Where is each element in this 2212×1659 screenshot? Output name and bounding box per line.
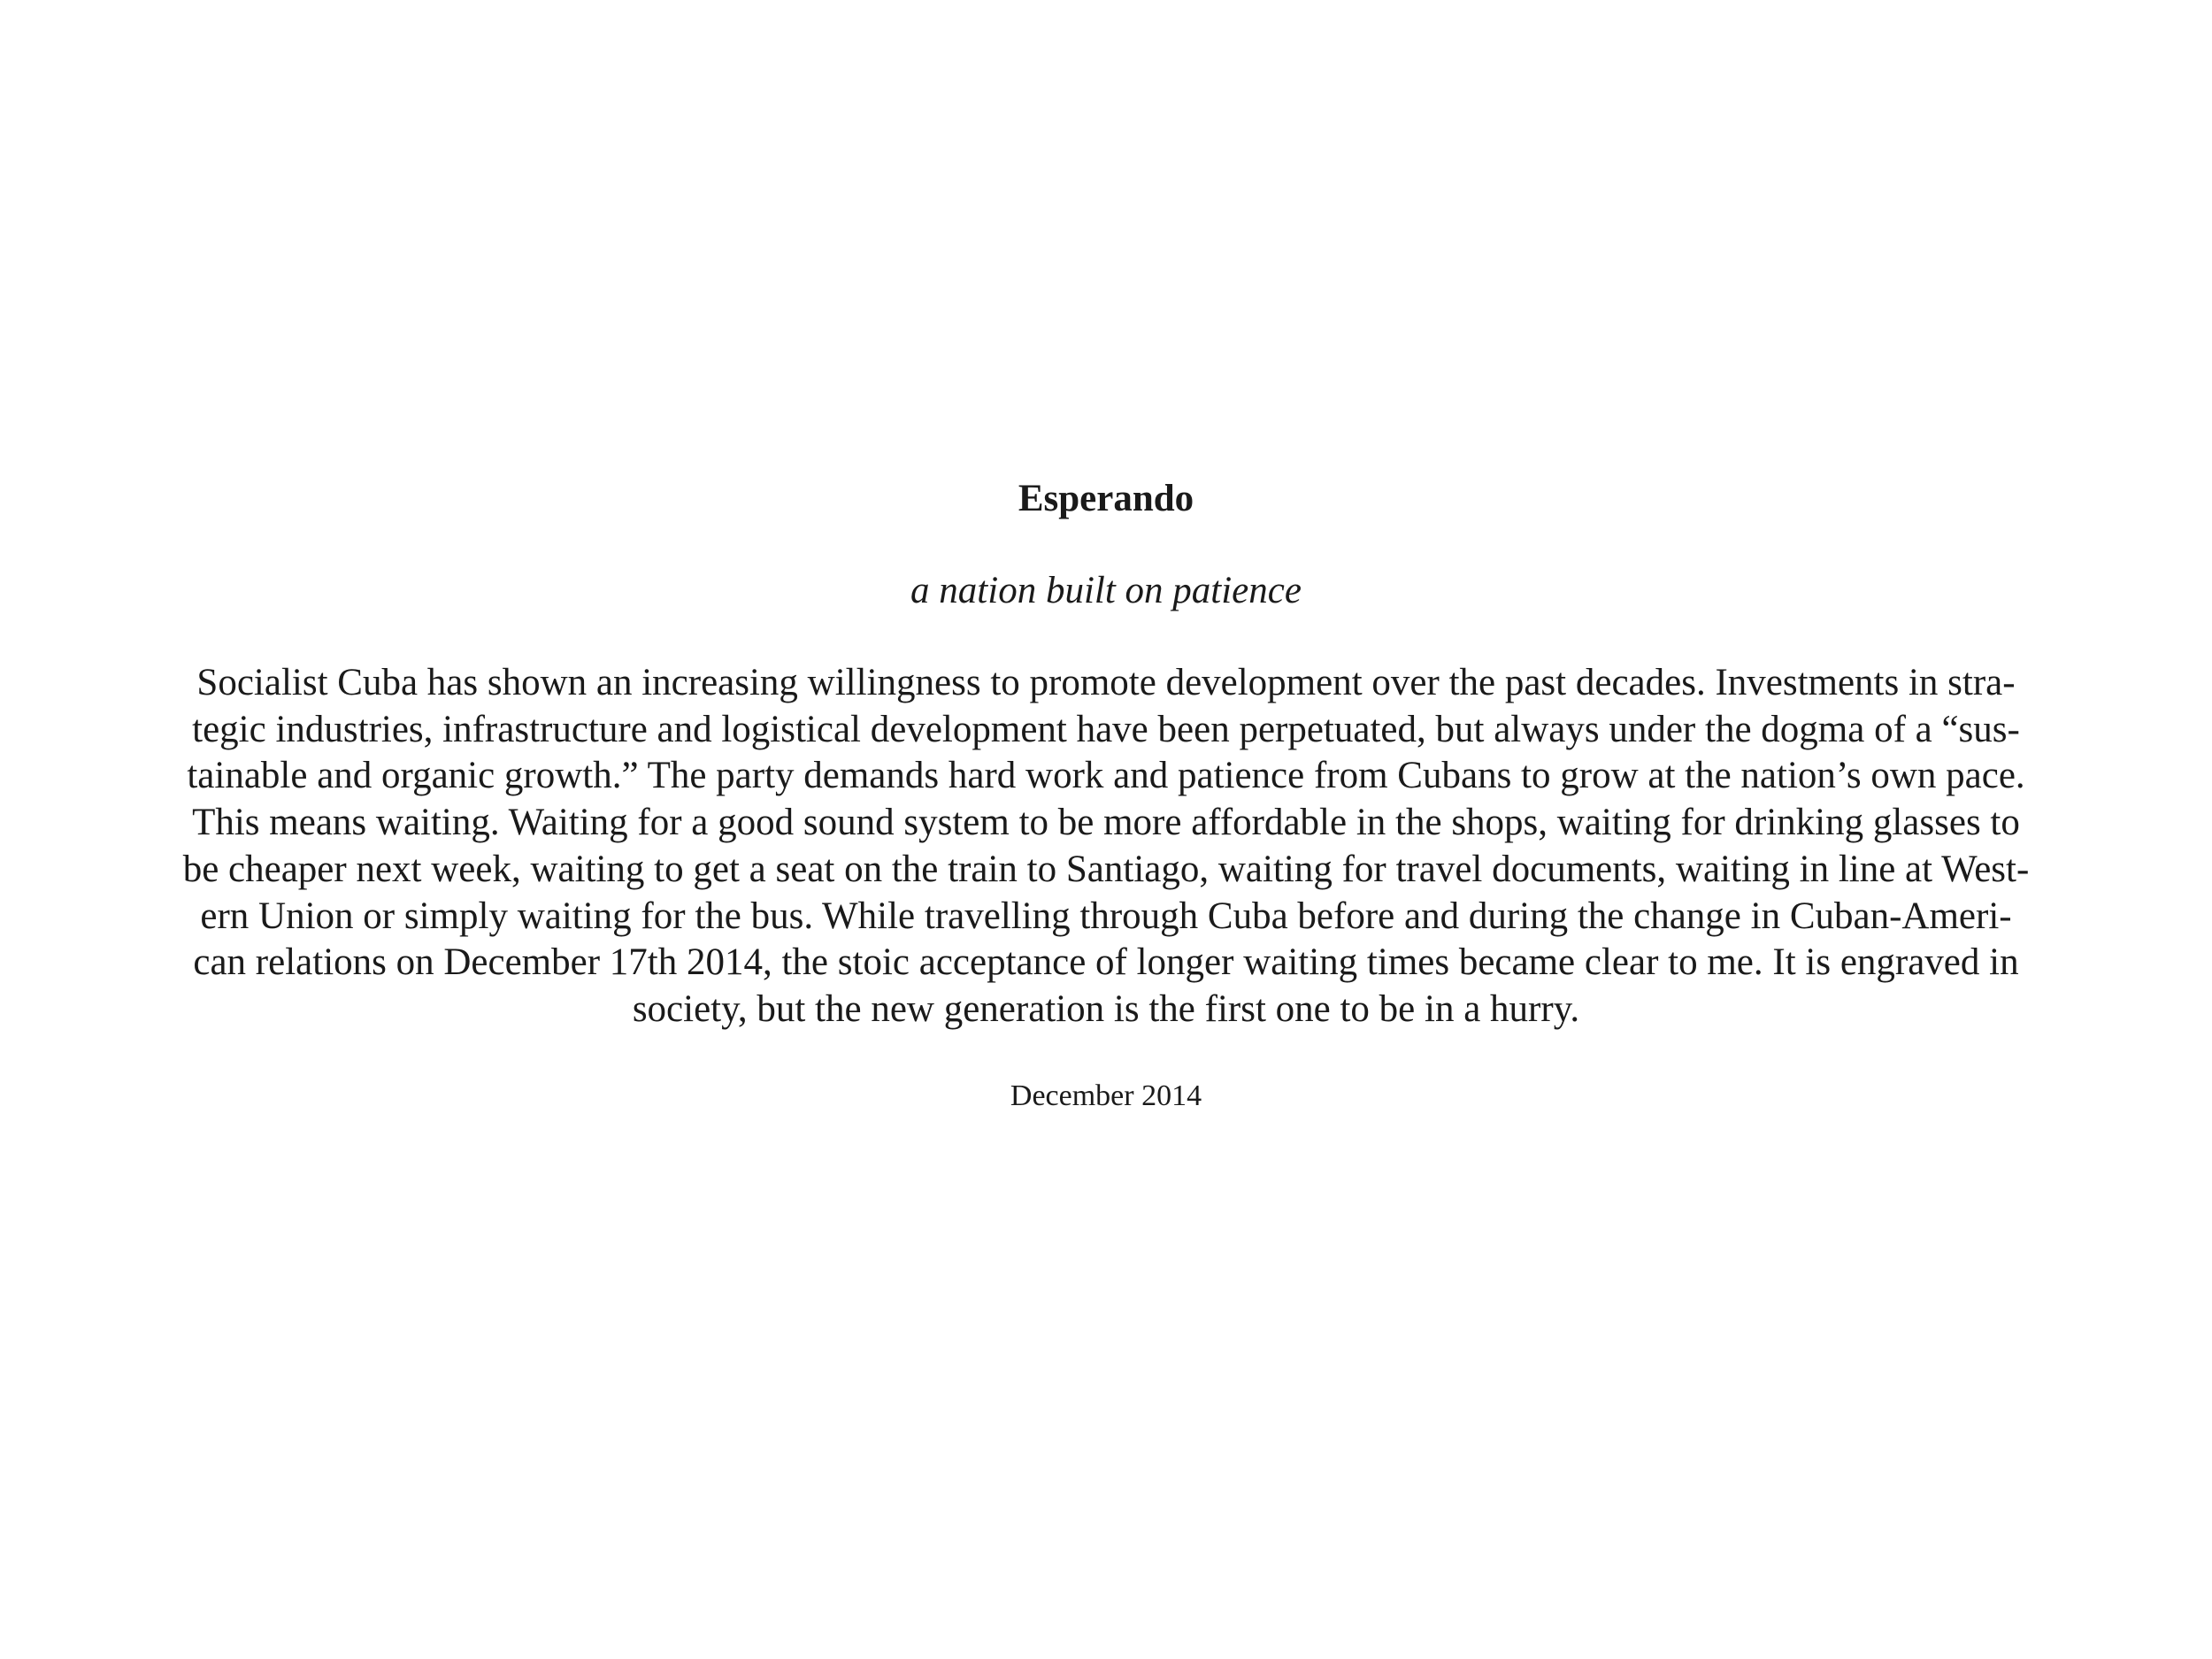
body-line: Socialist Cuba has shown an increasing willingness to promote development over the past decades. Investments in stra- bbox=[196, 662, 2016, 703]
document-title: Esperando bbox=[1018, 478, 1194, 519]
body-line: society, but the new generation is the first one to be in a hurry. bbox=[632, 987, 1580, 1030]
body-line: can relations on December 17th 2014, the stoic acceptance of longer waiting times became clear to me. It is engraved in bbox=[193, 941, 2019, 984]
body-paragraph bbox=[164, 660, 2048, 1033]
document-subtitle: a nation built on patience bbox=[910, 570, 1302, 611]
body-line: ern Union or simply waiting for the bus. While travelling through Cuba before and during the change in Cuban-Ameri- bbox=[200, 895, 2012, 937]
body-line: tainable and organic growth.” The party demands hard work and patience from Cubans to grow at the nation’s own pace. bbox=[187, 755, 2025, 797]
body-line: This means waiting. Waiting for a good sound system to be more affordable in the shops, waiting for drinking glasses to bbox=[192, 802, 2020, 844]
body-line: be cheaper next week, waiting to get a seat on the train to Santiago, waiting for travel documents, waiting in line at West- bbox=[182, 848, 2030, 890]
body-line: tegic industries, infrastructure and logistical development have been perpetuated, but always under the dogma of a “sus- bbox=[192, 708, 2020, 750]
document-date: December 2014 bbox=[1010, 1079, 1202, 1112]
